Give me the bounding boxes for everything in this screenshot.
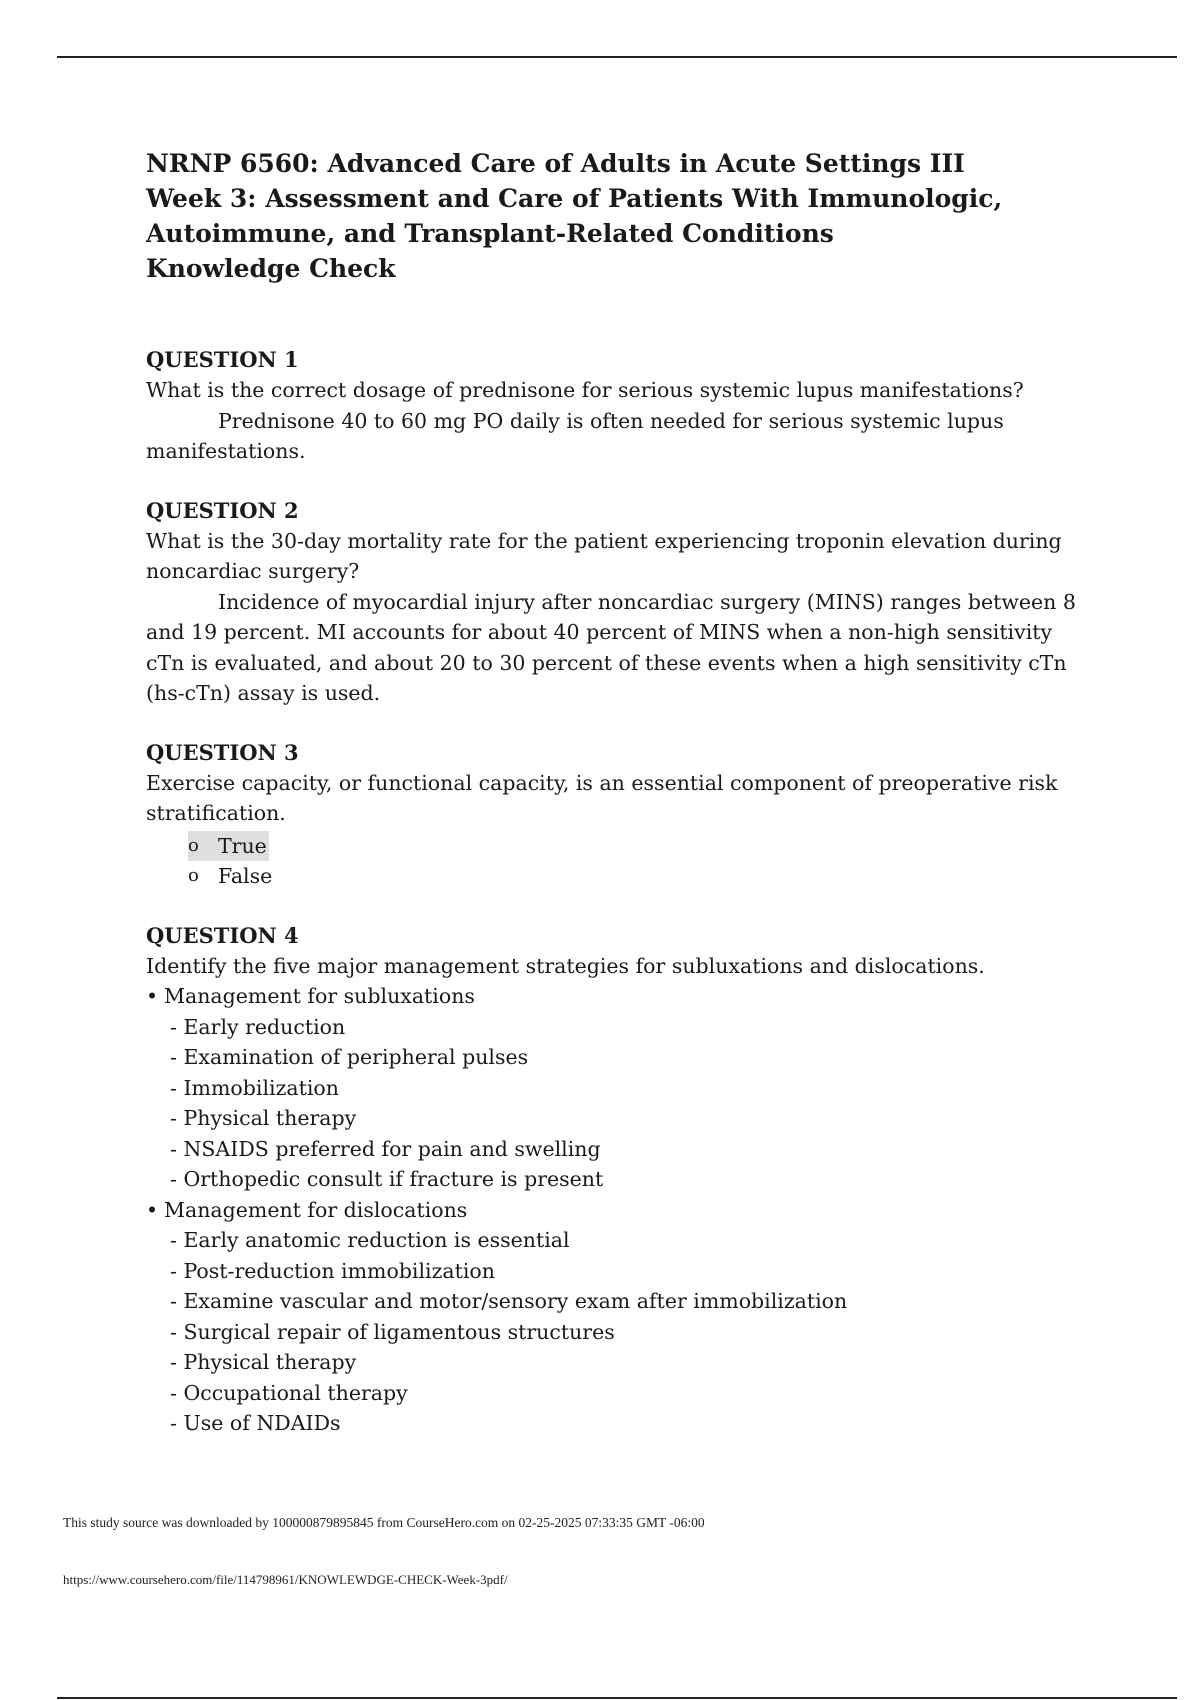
list-item-text: NSAIDS preferred for pain and swelling xyxy=(183,1136,601,1161)
list-item xyxy=(170,1073,1086,1104)
dash-bullet-icon: - xyxy=(170,1380,184,1405)
list-item xyxy=(170,1408,1086,1439)
dislocation-items xyxy=(146,1225,1086,1439)
list-item-text: Early reduction xyxy=(183,1014,346,1039)
option-label: False xyxy=(218,864,273,888)
dash-bullet-icon: - xyxy=(170,1350,184,1374)
dash-bullet-icon: - xyxy=(170,1319,184,1344)
list-item xyxy=(170,1256,1086,1287)
question-heading: QUESTION 2 xyxy=(146,497,299,523)
group-label: Management for subluxations xyxy=(164,984,475,1008)
list-item-text: Physical therapy xyxy=(183,1106,357,1130)
list-item xyxy=(170,1286,1086,1317)
dash-bullet-icon: - xyxy=(170,1289,184,1313)
circle-bullet-icon: o xyxy=(188,865,199,886)
list-item xyxy=(170,1347,1086,1378)
question-2 xyxy=(146,495,1086,709)
list-item xyxy=(170,1225,1086,1256)
group-label: Management for dislocations xyxy=(164,1197,468,1222)
option-false[interactable] xyxy=(188,861,1086,892)
option-true[interactable] xyxy=(188,831,269,862)
dash-bullet-icon: - xyxy=(170,1411,184,1435)
question-4 xyxy=(146,920,1086,1439)
dash-bullet-icon: - xyxy=(170,1258,184,1283)
list-item xyxy=(170,1164,1086,1195)
dash-bullet-icon: - xyxy=(170,1075,184,1100)
dash-bullet-icon: - xyxy=(170,1106,184,1130)
document-title xyxy=(146,146,1086,286)
dash-bullet-icon: - xyxy=(170,1136,184,1161)
management-group-subluxations xyxy=(146,981,1086,1195)
option-false-row xyxy=(188,861,1086,892)
download-source-notice: This study source was downloaded by 100000879895845 from CourseHero.com on 02-25-2025 07:33:35 GMT -06:00 xyxy=(63,1515,705,1530)
group-label-row xyxy=(146,1195,1086,1226)
list-item-text: Surgical repair of ligamentous structures xyxy=(183,1319,615,1344)
list-item-text: Examine vascular and motor/sensory exam after immobilization xyxy=(183,1289,848,1313)
top-rule xyxy=(57,56,1177,58)
title-line-knowledge-check: Knowledge Check xyxy=(146,254,396,283)
question-answer: Incidence of myocardial injury after noncardiac surgery (MINS) ranges between 8 and 19 percent. MI accounts for about 40 percent of MINS when a non-high sensitivity cTn is evaluated, and about 20 to 30 percent of these events when a high sensitivity cTn (hs-cTn) assay is used. xyxy=(146,589,1076,705)
bullet-dot-icon: • xyxy=(146,1197,159,1222)
management-list xyxy=(146,981,1086,1439)
question-text: Exercise capacity, or functional capacity, is an essential component of preoperative risk stratification. xyxy=(146,770,1058,825)
dash-bullet-icon: - xyxy=(170,1167,184,1191)
dash-bullet-icon: - xyxy=(170,1045,184,1069)
bottom-rule xyxy=(57,1697,1177,1699)
list-item xyxy=(170,1378,1086,1409)
list-item-text: Immobilization xyxy=(183,1075,339,1100)
question-heading: QUESTION 3 xyxy=(146,739,299,765)
list-item xyxy=(170,1103,1086,1134)
list-item-text: Orthopedic consult if fracture is present xyxy=(183,1167,604,1191)
question-heading: QUESTION 4 xyxy=(146,922,299,948)
dash-bullet-icon: - xyxy=(170,1014,184,1039)
title-line-topic: Autoimmune, and Transplant-Related Conditions xyxy=(146,219,834,248)
question-heading: QUESTION 1 xyxy=(146,347,299,372)
management-group-dislocations xyxy=(146,1195,1086,1439)
bullet-dot-icon: • xyxy=(146,984,159,1008)
list-item xyxy=(170,1317,1086,1348)
list-item-text: Occupational therapy xyxy=(183,1380,408,1405)
title-line-week: Week 3: Assessment and Care of Patients With Immunologic, xyxy=(146,184,1003,213)
list-item xyxy=(170,1012,1086,1043)
list-item-text: Early anatomic reduction is essential xyxy=(183,1228,570,1252)
subluxation-items xyxy=(146,1012,1086,1195)
list-item-text: Post-reduction immobilization xyxy=(183,1258,495,1283)
option-label: True xyxy=(218,833,267,858)
source-url-link[interactable]: https://www.coursehero.com/file/114798961/KNOWLEWDGE-CHECK-Week-3pdf/ xyxy=(63,1572,508,1587)
question-text: What is the 30-day mortality rate for the patient experiencing troponin elevation during noncardiac surgery? xyxy=(146,528,1062,583)
question-1 xyxy=(146,344,1086,467)
group-label-row xyxy=(146,981,1086,1012)
question-text: Identify the five major management strategies for subluxations and dislocations. xyxy=(146,953,985,978)
question-text: What is the correct dosage of prednisone for serious systemic lupus manifestations? xyxy=(146,378,1024,402)
question-3 xyxy=(146,737,1086,892)
list-item-text: Use of NDAIDs xyxy=(183,1411,341,1435)
document-body xyxy=(146,146,1086,1439)
list-item xyxy=(170,1042,1086,1073)
list-item-text: Physical therapy xyxy=(183,1350,357,1374)
list-item-text: Examination of peripheral pulses xyxy=(183,1045,529,1069)
question-answer: Prednisone 40 to 60 mg PO daily is often needed for serious systemic lupus manifestations. xyxy=(146,408,1004,463)
title-line-course: NRNP 6560: Advanced Care of Adults in Acute Settings III xyxy=(146,149,965,178)
list-item xyxy=(170,1134,1086,1165)
dash-bullet-icon: - xyxy=(170,1228,184,1252)
option-true-row xyxy=(188,829,1086,862)
circle-bullet-icon: o xyxy=(188,834,199,856)
answer-options xyxy=(146,829,1086,892)
